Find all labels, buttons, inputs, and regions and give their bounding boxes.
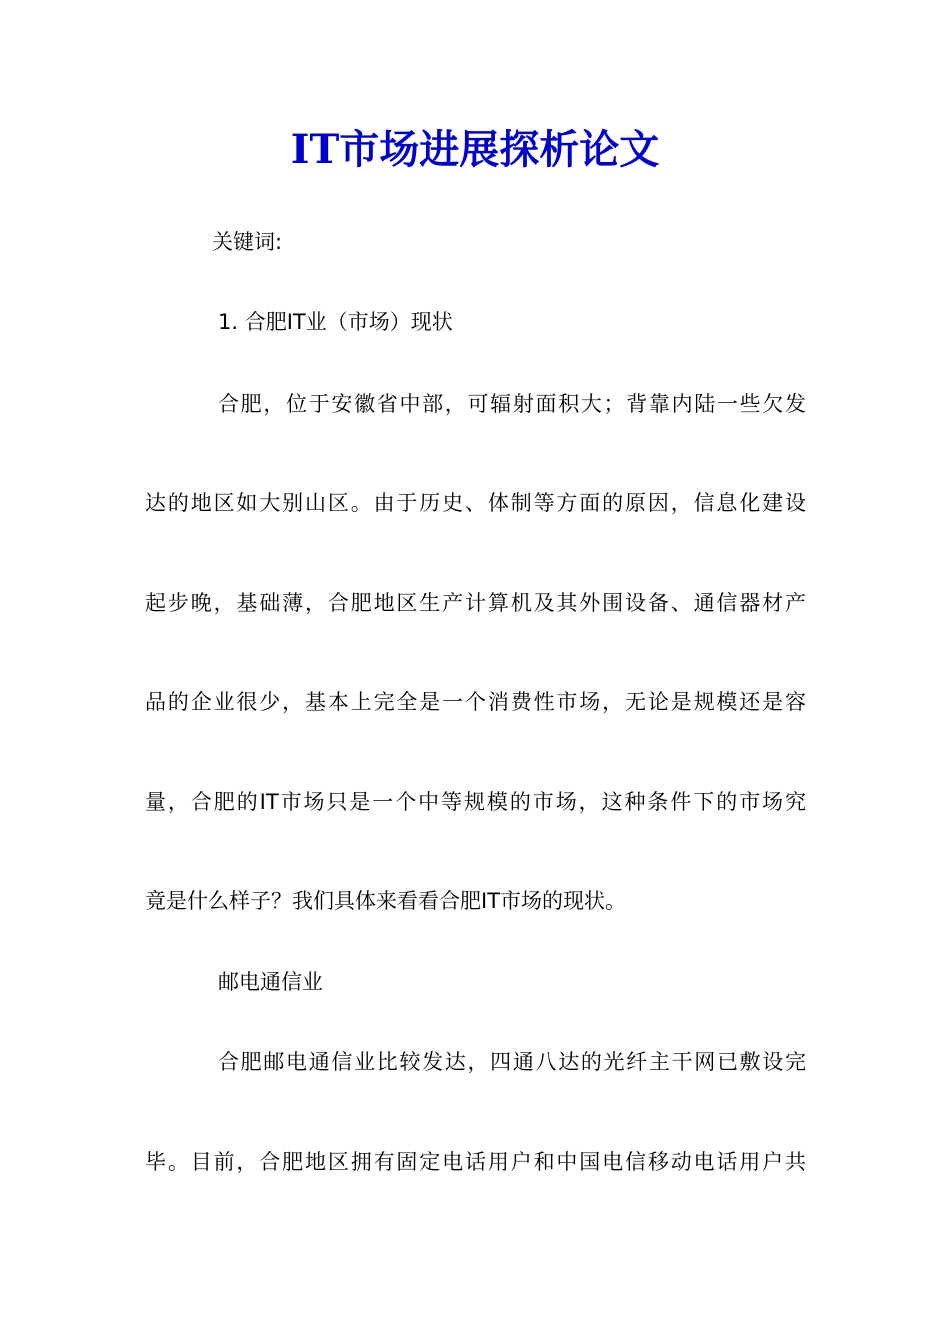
paragraph-line: 合肥，位于安徽省中部，可辐射面积大；背靠内陆一些欠发 [218,392,806,416]
keywords-label: 关键词: [212,230,283,254]
paragraph-line: 达的地区如大别山区。由于历史、体制等方面的原因，信息化建设 [145,491,806,515]
paragraph-line: 竟是什么样子？我们具体来看看合肥IT市场的现状。 [145,889,627,913]
subheading: 邮电通信业 [218,970,323,994]
paragraph-line: 品的企业很少，基本上完全是一个消费性市场，无论是规模还是容 [145,690,806,714]
section-heading: 1. 合肥IT业（市场）现状 [218,310,453,334]
paragraph-line: 毕。目前，合肥地区拥有固定电话用户和中国电信移动电话用户共 [145,1150,806,1174]
paragraph-line: 合肥邮电通信业比较发达，四通八达的光纤主干网已敷设完 [218,1050,806,1074]
paragraph-line: 量，合肥的IT市场只是一个中等规模的市场，这种条件下的市场究 [145,790,806,814]
paragraph-line: 起步晚，基础薄，合肥地区生产计算机及其外围设备、通信器材产 [145,591,806,615]
document-title: IT市场进展探析论文 [290,126,660,173]
